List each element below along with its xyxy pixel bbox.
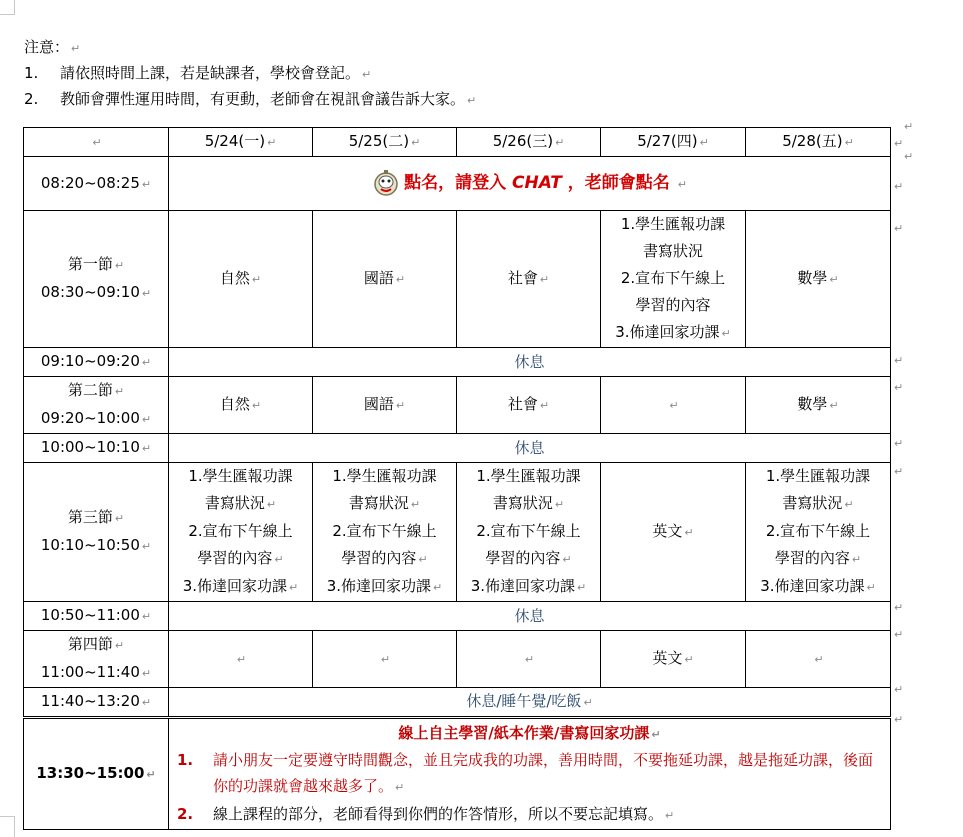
period-label-cell: 第四節 ↵ 11:00~11:40 ↵ <box>24 631 169 688</box>
subject-cell: 英文 ↵ <box>601 463 746 602</box>
report-cell: 1.學生匯報功課 書寫狀況 ↵ 2.宣布下午線上 學習的內容 ↵ 3.佈達回家功課 ↵ <box>746 463 891 602</box>
empty-cell: ↵ <box>169 631 313 688</box>
notes-section <box>24 34 904 112</box>
afternoon-title: 線上自主學習/紙本作業/書寫回家功課 ↵ <box>398 724 661 742</box>
subject-cell: 自然 ↵ <box>169 211 313 348</box>
subject-cell: 國語 ↵ <box>313 377 457 434</box>
break-cell: 休息 <box>169 602 891 631</box>
row-end-mark: ↵ <box>894 601 904 614</box>
report-cell: 1.學生匯報功課 書寫狀況 ↵ 2.宣布下午線上 學習的內容 ↵ 3.佈達回家功課 ↵ <box>313 463 457 602</box>
subject-cell: 英文 ↵ <box>601 631 746 688</box>
report-cell: 1.學生匯報功課 書寫狀況 ↵ 2.宣布下午線上 學習的內容 ↵ 3.佈達回家功課 ↵ <box>457 463 601 602</box>
bell-clapper-icon <box>372 169 400 197</box>
afternoon-cell <box>169 718 891 830</box>
period-label-cell: 第二節 ↵ 09:20~10:00 ↵ <box>24 377 169 434</box>
time-cell: 10:50~11:00 ↵ <box>24 602 169 631</box>
period3-row <box>24 463 891 602</box>
row-end-mark: ↵ <box>894 180 904 193</box>
subject-cell: 國語 ↵ <box>313 211 457 348</box>
lunch-cell: 休息/睡午覺/吃飯 ↵ <box>169 688 891 718</box>
header-day-cell: 5/24(一) ↵ <box>169 128 313 157</box>
break2-row <box>24 434 891 463</box>
notes-heading: 注意： ↵ <box>24 38 81 56</box>
notes-item: 2. 教師會彈性運用時間，有更動，老師會在視訊會議告訴大家。 ↵ <box>24 90 477 108</box>
header-day-cell: 5/27(四) ↵ <box>601 128 746 157</box>
empty-cell: ↵ <box>746 631 891 688</box>
row-end-mark: ↵ <box>894 628 904 641</box>
notes-item: 1. 請依照時間上課，若是缺課者，學校會登記。 ↵ <box>24 64 372 82</box>
period-label-cell: 第一節 ↵ 08:30~09:10 ↵ <box>24 211 169 348</box>
rollcall-text: 點名，請登入 CHAT ，老師會點名 <box>372 173 676 193</box>
crop-mark-top-left <box>0 0 15 15</box>
row-end-mark: ↵ <box>894 713 904 726</box>
time-cell: 08:20~08:25 ↵ <box>24 157 169 211</box>
afternoon-item: 2. 線上課程的部分，老師看得到你們的作答情形，所以不要忘記填寫。 ↵ <box>177 805 675 823</box>
time-cell: 09:10~09:20 ↵ <box>24 348 169 377</box>
header-row <box>24 128 891 157</box>
subject-cell: 社會 ↵ <box>457 211 601 348</box>
row-end-mark: ↵ <box>904 150 914 163</box>
subject-cell: 社會 ↵ <box>457 377 601 434</box>
header-day-cell: 5/26(三) ↵ <box>457 128 601 157</box>
rollcall-cell: 點名，請登入 CHAT ，老師會點名 ↵ <box>169 157 891 211</box>
period1-row <box>24 211 891 348</box>
break1-row <box>24 348 891 377</box>
row-end-mark: ↵ <box>904 120 914 133</box>
report-cell: 1.學生匯報功課 書寫狀況 ↵ 2.宣布下午線上 學習的內容 ↵ 3.佈達回家功課 ↵ <box>169 463 313 602</box>
time-cell: 11:40~13:20 ↵ <box>24 688 169 718</box>
row-end-mark: ↵ <box>894 683 904 696</box>
row-end-mark: ↵ <box>894 465 904 478</box>
header-corner-cell: ↵ <box>24 128 169 157</box>
break-cell: 休息 <box>169 434 891 463</box>
empty-cell: ↵ <box>457 631 601 688</box>
row-end-mark: ↵ <box>894 381 904 394</box>
afternoon-row <box>24 718 891 830</box>
afternoon-item: 1. 請小朋友一定要遵守時間觀念，並且完成我的功課，善用時間，不要拖延功課，越是拖延功課，後面你的功課就會越來越多了。 ↵ <box>177 751 874 795</box>
subject-cell: 數學 ↵ <box>746 377 891 434</box>
empty-cell: ↵ <box>313 631 457 688</box>
header-day-cell: 5/28(五) ↵ <box>746 128 891 157</box>
schedule-table <box>23 127 891 830</box>
row-end-mark: ↵ <box>894 222 904 235</box>
empty-cell: ↵ <box>601 377 746 434</box>
row-end-mark: ↵ <box>894 137 904 150</box>
subject-cell: 自然 ↵ <box>169 377 313 434</box>
lunch-row <box>24 688 891 718</box>
report-cell: 1.學生匯報功課 書寫狀況 2.宣布下午線上 學習的內容 3.佈達回家功課 ↵ <box>601 211 746 348</box>
break-cell: 休息 <box>169 348 891 377</box>
crop-mark-bottom-left <box>0 816 15 837</box>
break3-row <box>24 602 891 631</box>
row-end-mark: ↵ <box>894 437 904 450</box>
rollcall-row <box>24 157 891 211</box>
time-cell: 13:30~15:00 ↵ <box>24 718 169 830</box>
period-label-cell: 第三節 ↵ 10:10~10:50 ↵ <box>24 463 169 602</box>
row-end-mark: ↵ <box>894 354 904 367</box>
time-cell: 10:00~10:10 ↵ <box>24 434 169 463</box>
period2-row <box>24 377 891 434</box>
subject-cell: 數學 ↵ <box>746 211 891 348</box>
header-day-cell: 5/25(二) ↵ <box>313 128 457 157</box>
period4-row <box>24 631 891 688</box>
